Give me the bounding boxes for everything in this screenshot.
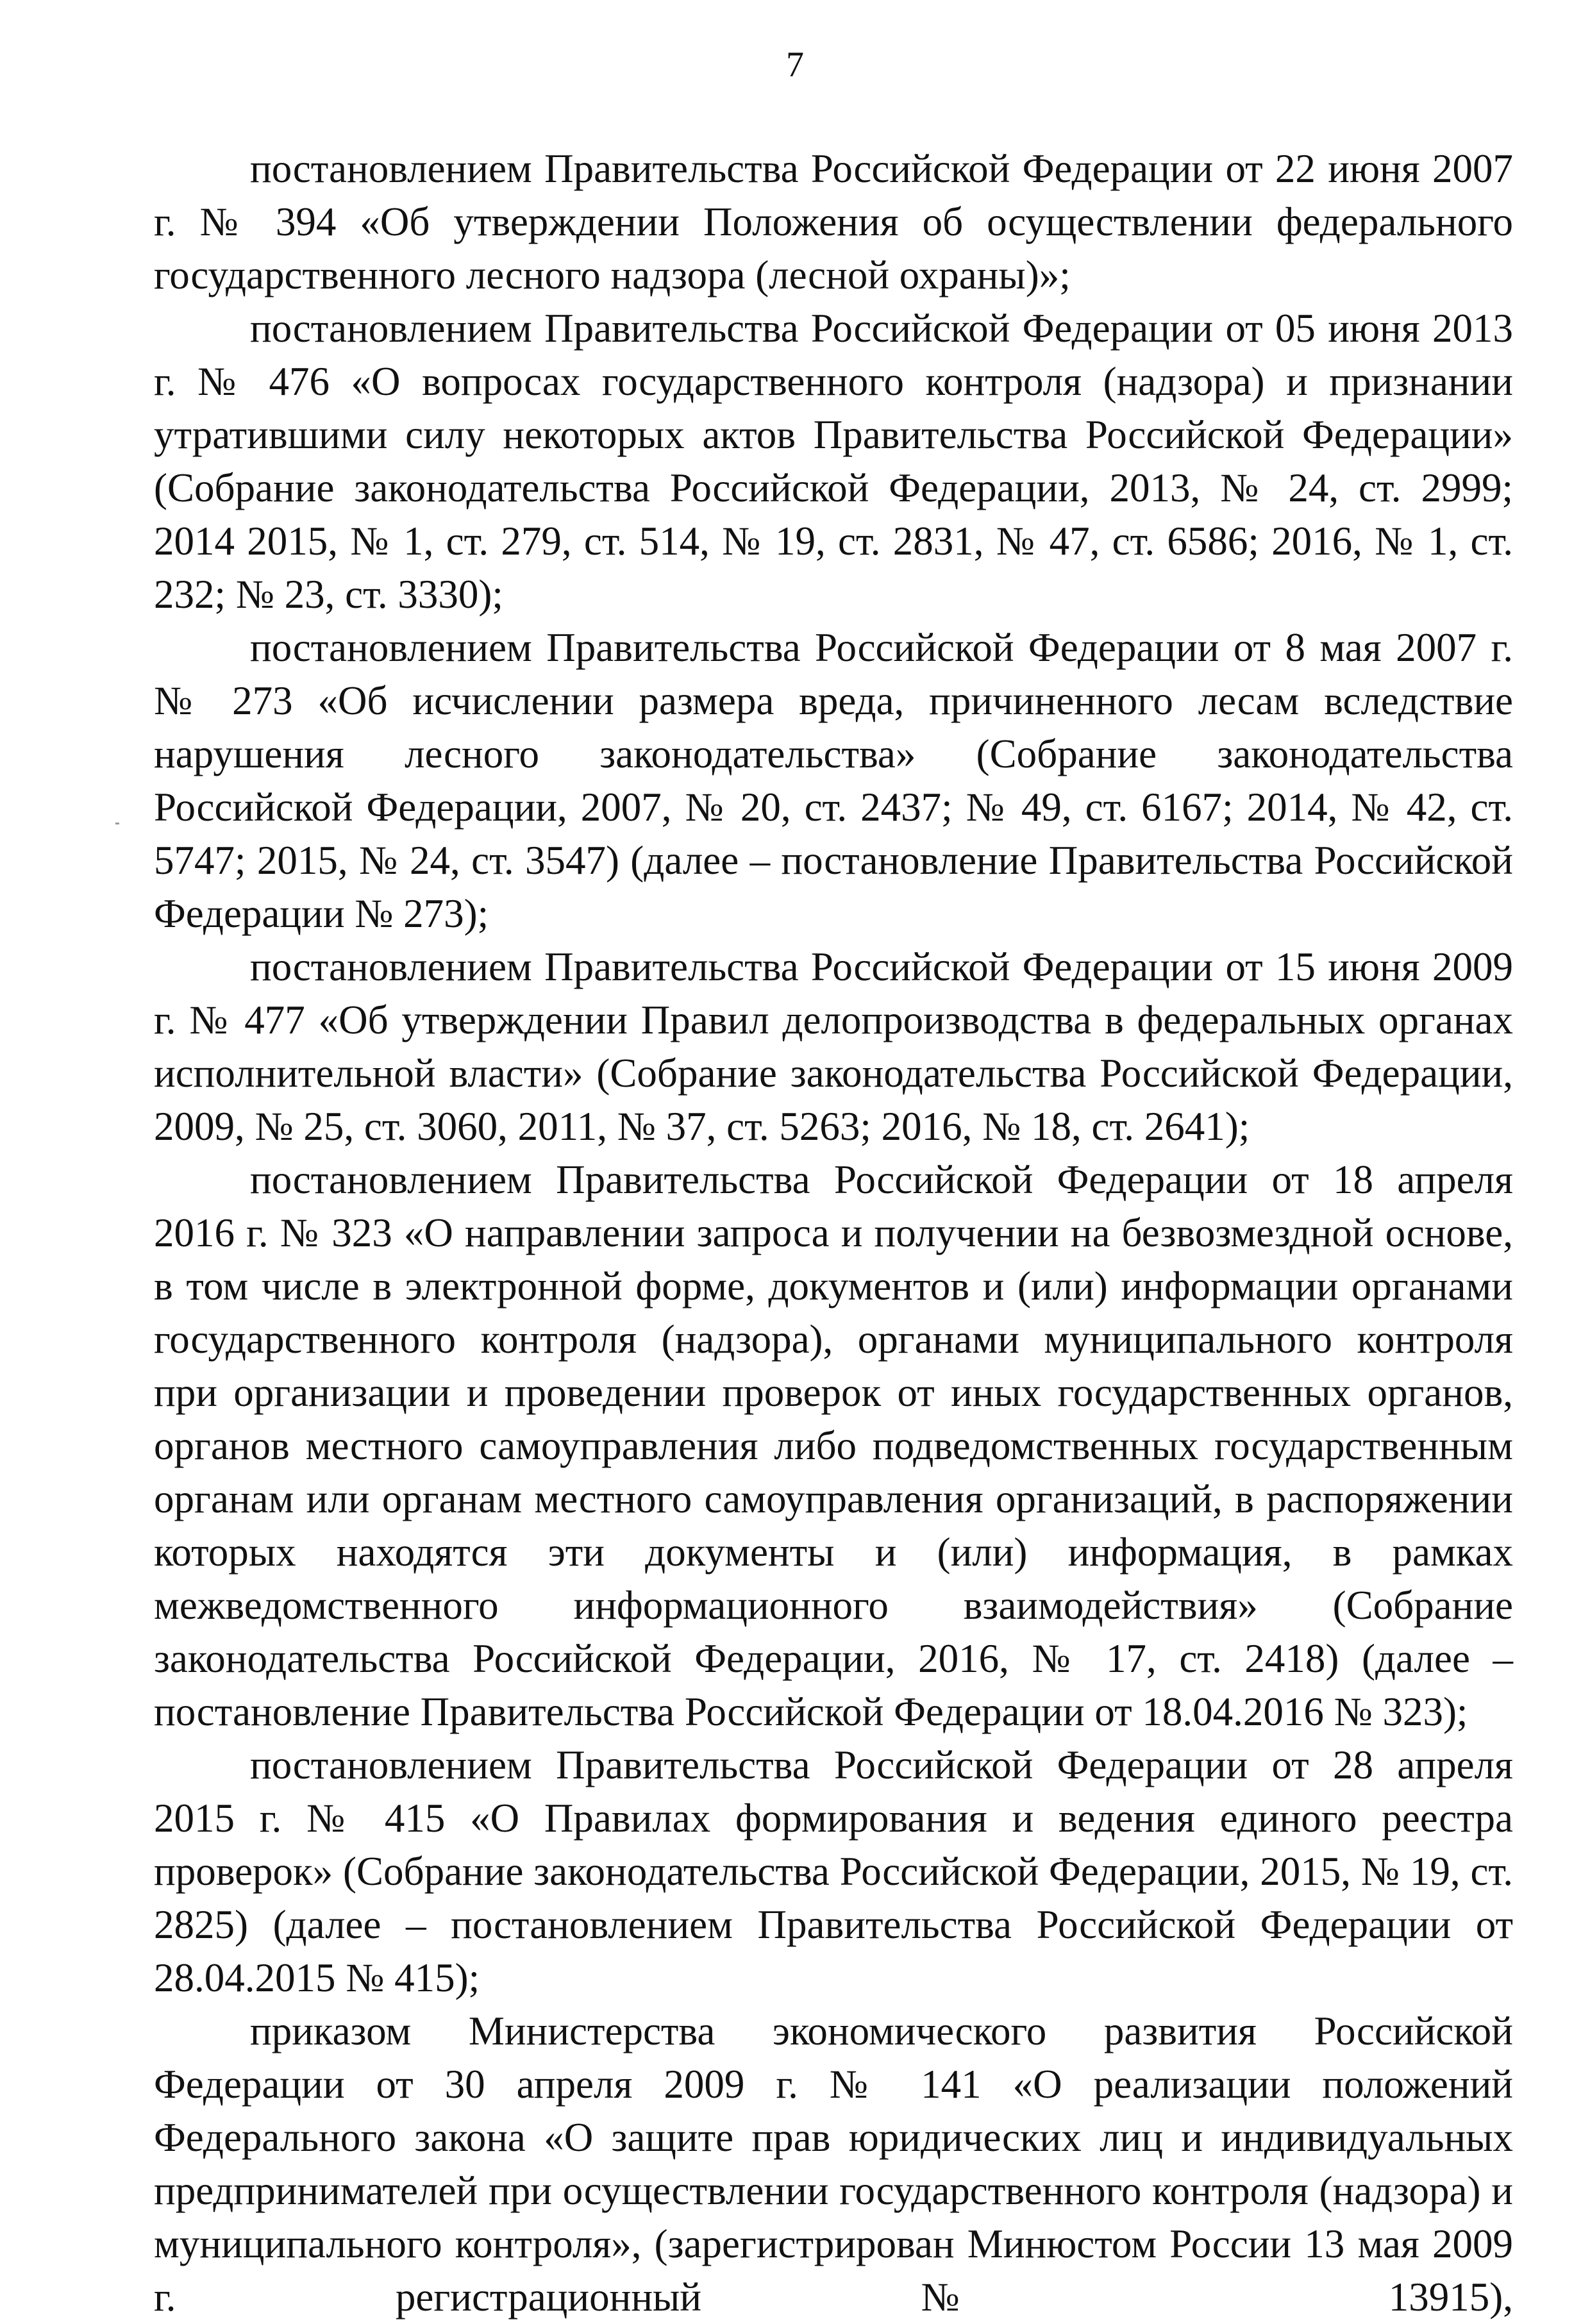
page-number: 7 — [786, 45, 804, 85]
paragraph-decree-477: постановлением Правительства Российской Федерации от 15 июня 2009 г. № 477 «Об утверждении Правил делопроизводства в федеральных органах исполнительной власти» (Собрание законодательства Российской Федерации, 2009, № 25, ст. 3060, 2011, № 37, ст. 5263; 2016, № 18, ст. 2641); — [154, 944, 1513, 1149]
scan-artifact-mark — [115, 823, 119, 824]
paragraph-decree-476: постановлением Правительства Российской Федерации от 05 июня 2013 г. № 476 «О вопросах государственного контроля (надзора) и признании утратившими силу некоторых актов Правительства Российской Федерации» (Собрание законодательства Российской Федерации, 2013, № 24, ст. 2999; 2014 2015, № 1, ст. 279, ст. 514, № 19, ст. 2831, № 47, ст. 6586; 2016, № 1, ст. 232; № 23, ст. 3330); — [154, 306, 1513, 617]
paragraph-decree-394: постановлением Правительства Российской Федерации от 22 июня 2007 г. № 394 «Об утверждении Положения об осуществлении федерального государственного лесного надзора (лесной охраны)»; — [154, 146, 1513, 297]
paragraph-decree-323: постановлением Правительства Российской Федерации от 18 апреля 2016 г. № 323 «О направлении запроса и получении на безвозмездной основе, в том числе в электронной форме, документов и (или) информации органами государственного контроля (надзора), органами муниципального контроля при организации и проведении проверок от иных государственных органов, органов местного самоуправления либо подведомственных государственным органам или органам местного самоуправления организаций, в распоряжении которых находятся эти документы и (или) информация, в рамках межведомственного информационного взаимодействия» (Собрание законодательства Российской Федерации, 2016, № 17, ст. 2418) (далее – постановление Правительства Российской Федерации от 18.04.2016 № 323); — [154, 1157, 1513, 1734]
paragraph-order-141: приказом Министерства экономического развития Российской Федерации от 30 апреля 2009 г. № 141 «О реализации положений Федерального закона «О защите прав юридических лиц и индивидуальных предпринимателей при осуществлении государственного контроля (надзора) и муниципального контроля», (зарегистрирован Минюстом России 13 мая 2009 г. регистрационный № 13915), — [154, 2009, 1513, 2320]
paragraph-decree-273: постановлением Правительства Российской Федерации от 8 мая 2007 г. № 273 «Об исчислении размера вреда, причиненного лесам вследствие нарушения лесного законодательства» (Собрание законодательства Российской Федерации, 2007, № 20, ст. 2437; № 49, ст. 6167; 2014, № 42, ст. 5747; 2015, № 24, ст. 3547) (далее – постановление Правительства Российской Федерации № 273); — [154, 625, 1513, 936]
paragraph-decree-415: постановлением Правительства Российской Федерации от 28 апреля 2015 г. № 415 «О Правилах формирования и ведения единого реестра проверок» (Собрание законодательства Российской Федерации, 2015, № 19, ст. 2825) (далее – постановлением Правительства Российской Федерации от 28.04.2015 № 415); — [154, 1743, 1513, 2000]
document-body — [154, 142, 1513, 2324]
